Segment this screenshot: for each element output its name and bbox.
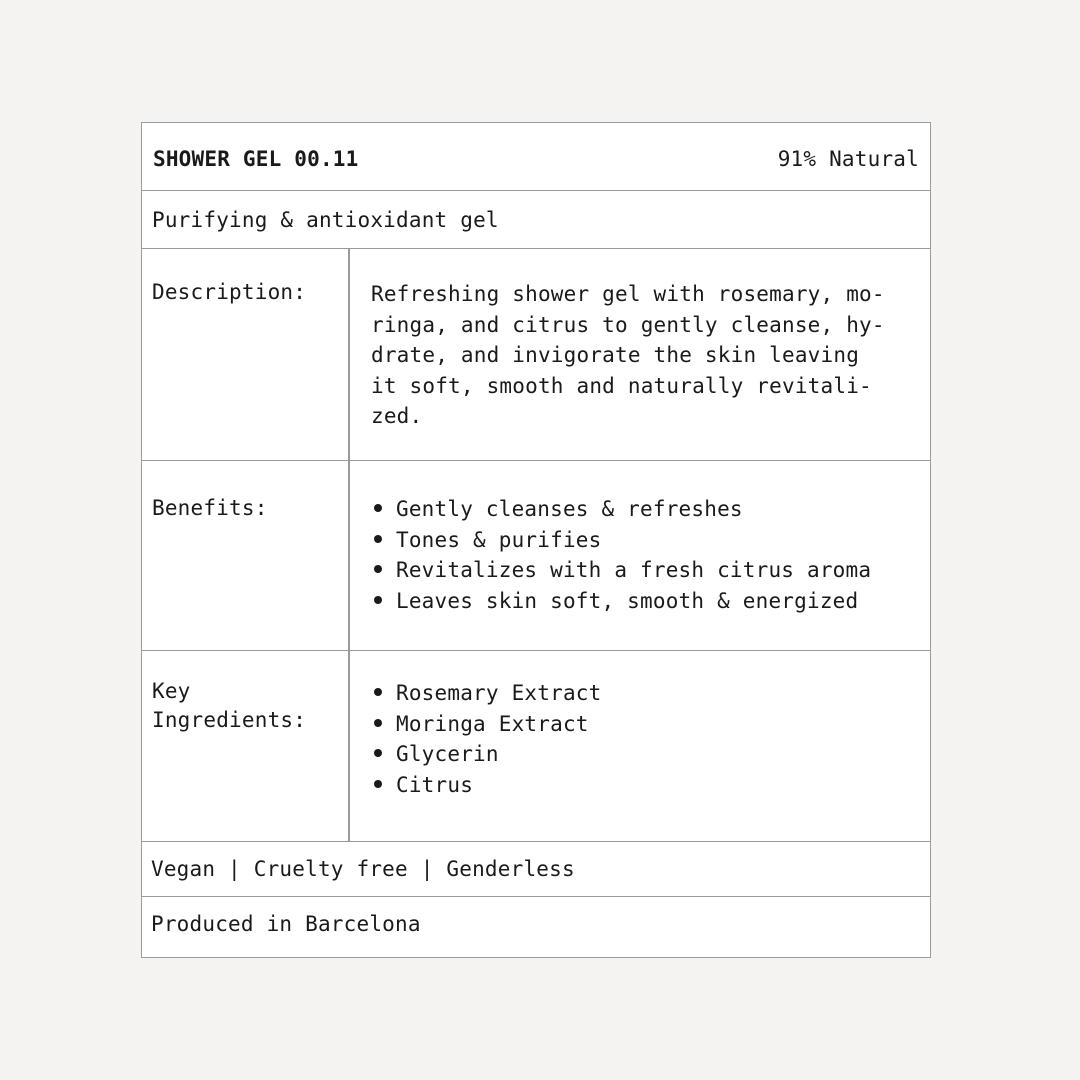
column-divider	[348, 249, 350, 460]
list-item: Gently cleanses & refreshes	[374, 494, 871, 525]
natural-percentage: 91% Natural	[777, 147, 919, 171]
product-subtitle: Purifying & antioxidant gel	[152, 208, 499, 232]
ingredients-row	[142, 651, 930, 842]
product-title: SHOWER GEL 00.11	[153, 147, 359, 171]
list-item: Tones & purifies	[374, 525, 871, 556]
list-item: Moringa Extract	[374, 709, 602, 740]
origin-row	[142, 897, 930, 957]
header-row	[142, 123, 930, 191]
bullet-icon	[374, 504, 382, 512]
ingredients-list	[374, 678, 602, 800]
subtitle-row	[142, 191, 930, 249]
attributes-row	[142, 842, 930, 897]
description-row	[142, 249, 930, 461]
description-label: Description:	[152, 280, 307, 304]
description-text	[371, 279, 885, 432]
description-line: Refreshing shower gel with rosemary, mo-	[371, 282, 885, 306]
benefits-list	[374, 494, 871, 616]
list-item: Leaves skin soft, smooth & energized	[374, 586, 871, 617]
bullet-icon	[374, 535, 382, 543]
description-line: ringa, and citrus to gently cleanse, hy-	[371, 312, 885, 337]
column-divider	[348, 651, 350, 841]
description-line: drate, and invigorate the skin leaving	[371, 343, 860, 367]
list-item: Revitalizes with a fresh citrus aroma	[374, 555, 871, 586]
ingredients-label: Key Ingredients:	[152, 679, 307, 732]
column-divider	[348, 461, 350, 650]
list-item: Glycerin	[374, 739, 602, 770]
description-line: it soft, smooth and naturally revitali-	[371, 373, 872, 398]
benefits-row	[142, 461, 930, 651]
product-label-card	[141, 122, 931, 958]
production-origin: Produced in Barcelona	[151, 912, 421, 936]
bullet-icon	[374, 780, 382, 788]
bullet-icon	[374, 719, 382, 727]
bullet-icon	[374, 688, 382, 696]
bullet-icon	[374, 596, 382, 604]
product-attributes: Vegan | Cruelty free | Genderless	[151, 857, 575, 881]
list-item: Citrus	[374, 770, 602, 801]
list-item: Rosemary Extract	[374, 678, 602, 709]
bullet-icon	[374, 565, 382, 573]
description-line: zed.	[371, 404, 423, 428]
benefits-label: Benefits:	[152, 496, 268, 520]
bullet-icon	[374, 749, 382, 757]
